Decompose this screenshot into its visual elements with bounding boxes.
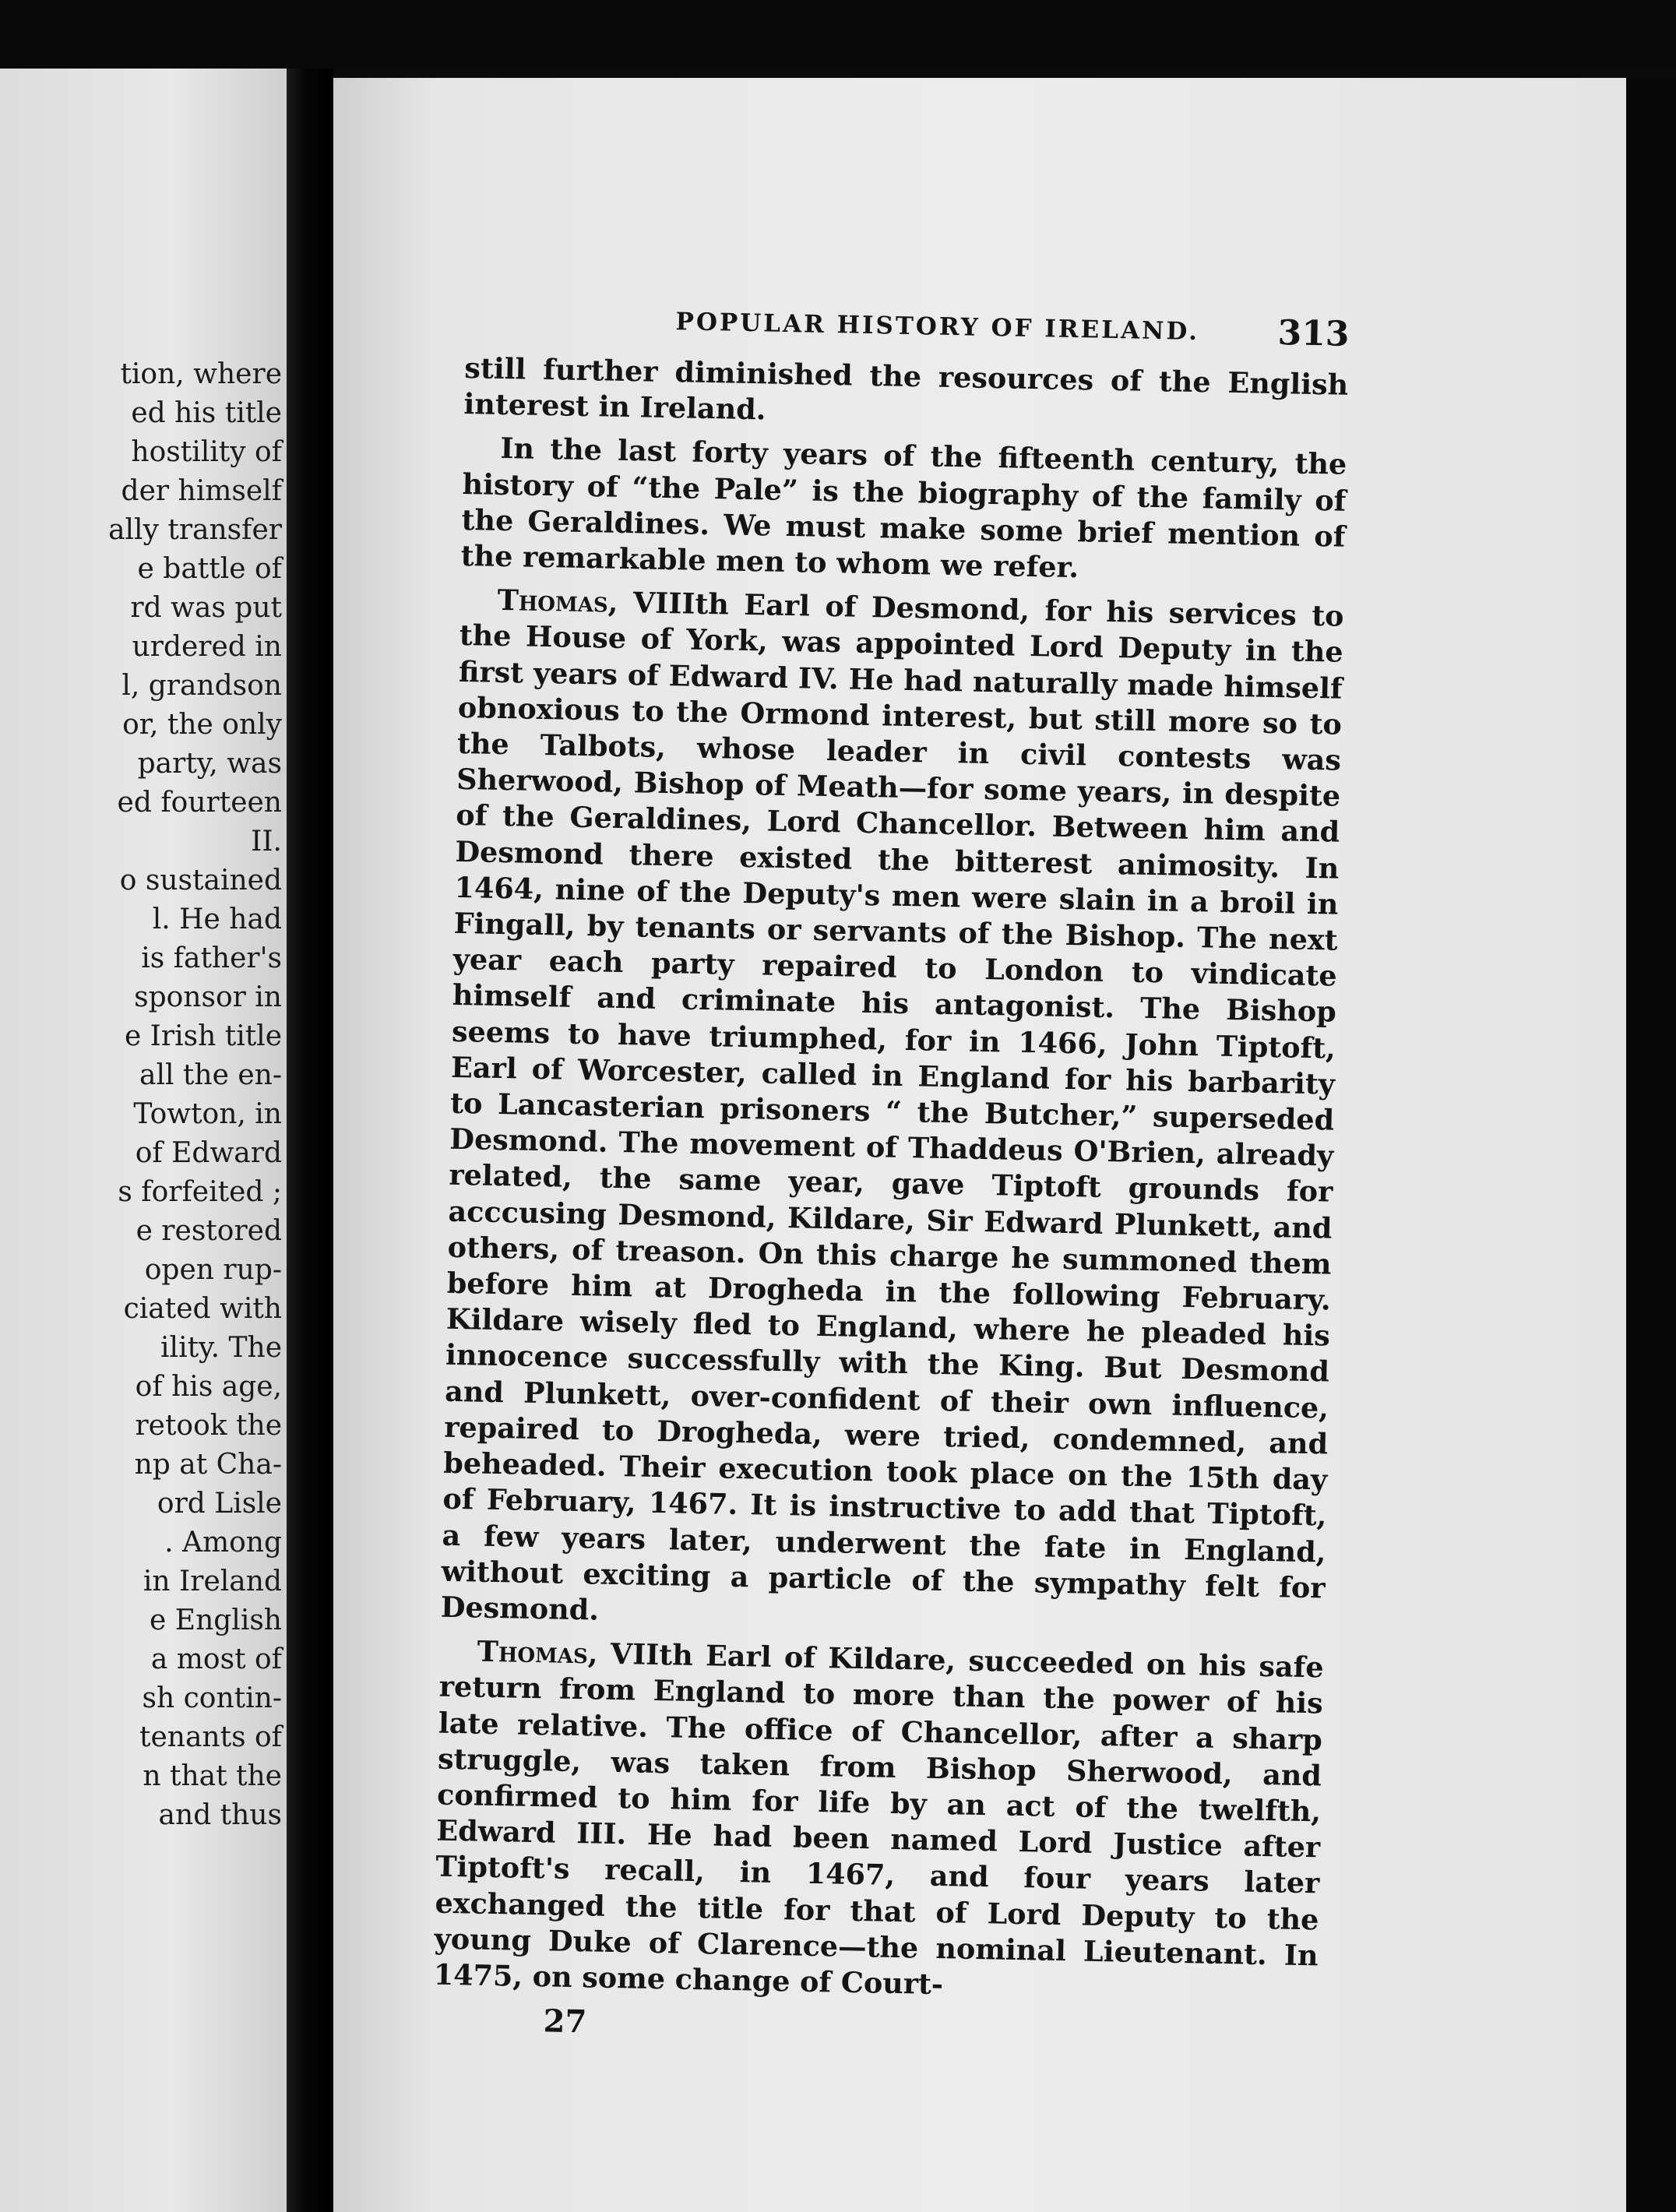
left-page-line: e restored [136, 1215, 282, 1247]
paragraph-4-text: VIIth Earl of Kildare, succeeded on his safe return from England to more than the power of his late relative. The office of Chancellor, after a sharp struggle, was taken from Bishop Sherwood, and confirmed to him for life by an act of the twelfth, Edward III. He had been named Lord Justice after Tiptoft's recall, in 1467, and four years later exchanged the title for that of Lord Deputy to the young Duke of Clarence—the nominal Lieutenant. In 1475, on some change of Court- [433, 1636, 1324, 2002]
running-title: POPULAR HISTORY OF IRELAND. [675, 308, 1200, 347]
left-page-line: retook the [135, 1410, 282, 1442]
left-page-line: a most of [150, 1643, 282, 1675]
scan-background-right [1626, 78, 1676, 2212]
left-page-line: o sustained [119, 865, 282, 896]
left-page-line: e battle of [137, 553, 282, 585]
page-content [432, 304, 1350, 2055]
paragraph-3 [440, 582, 1344, 1642]
left-page-line: party, was [137, 748, 282, 780]
left-page-line: . Among [164, 1527, 282, 1559]
paragraph-3-text: VIIIth Earl of Desmond, for his services to the House of York, was appointed Lord Deputy in the first years of Edward IV. He had naturally made himself obnoxious to the Ormond interest, but still more so to the Talbots, whose leader in civil contests was Sherwood, Bishop of Meath—for some years, in despite of the Geraldines, Lord Chancellor. Between him and Desmond there existed the bitterest animosity. In 1464, nine of the Deputy's men were slain in a broil in Fingall, by tenants or servants of the Bishop. The next year each party repaired to London to vindicate himself and criminate his antagonist. The Bishop seems to have triumphed, for in 1466, John Tiptoft, Earl of Worcester, called in England for his barbarity to Lancasterian prisoners “ the Butcher,” superseded Desmond. The movement of Thaddeus O'Brien, already related, the same year, gave Tiptoft grounds for acccusing Desmond, Kildare, Sir Edward Plunkett, and others, of treason. On this charge he summoned them before him at Drogheda in the following February. Kildare wisely fled to England, where he pleaded his innocence successfully with the King. But Desmond and Plunkett, over-confident of their own influence, repaired to Drogheda, were tried, condemned, and beheaded. Their execution took place on the 15th day of February, 1467. It is instructive to add that Tiptoft, a few years later, underwent the fate in England, without exciting a particle of the sympathy felt for Desmond. [440, 586, 1344, 1627]
left-page-line: rd was put [130, 592, 282, 624]
book-gutter [287, 69, 333, 2212]
left-page-line: tenants of [139, 1721, 282, 1753]
paragraph-2: In the last forty years of the fifteenth century, the history of “the Pale” is the biography of the family of the Geraldines. We must make some brief mention of the remarkable men to whom we refer. [460, 431, 1347, 585]
left-page-line: in Ireland [143, 1566, 282, 1597]
page-number: 313 [1277, 313, 1350, 354]
paragraph-4-lead: Thomas, [477, 1634, 598, 1671]
left-page-line: l. He had [152, 903, 282, 935]
left-page-line: der himself [121, 475, 282, 507]
paragraph-4 [433, 1633, 1324, 2010]
left-page-line: ciated with [123, 1293, 282, 1325]
left-page-line: hostility of [131, 436, 282, 468]
paragraph-1: still further diminished the resources of the English interest in Ireland. [463, 350, 1349, 427]
left-page-line: is father's [141, 942, 282, 974]
left-page-line: s forfeited ; [118, 1176, 282, 1208]
signature-mark: 27 [543, 2002, 587, 2041]
left-page-fragment [0, 69, 287, 2212]
left-page-line: tion, where [120, 358, 282, 390]
left-page-line: of Edward [135, 1137, 282, 1169]
left-page-line: ed his title [131, 397, 282, 429]
left-page-line: all the en- [139, 1059, 282, 1091]
scan-background-top [0, 0, 1676, 69]
left-page-line: or, the only [122, 709, 282, 741]
left-page-line: e Irish title [124, 1020, 282, 1052]
left-page-line: urdered in [132, 631, 282, 663]
left-page-line: n that the [143, 1760, 282, 1792]
paragraph-3-lead: Thomas, [497, 583, 618, 620]
left-page-line: II. [251, 826, 282, 858]
left-page-line: open rup- [144, 1254, 282, 1286]
left-page-line: np at Cha- [134, 1449, 282, 1481]
left-page-line: ility. The [160, 1332, 282, 1364]
left-page-line: l, grandson [121, 670, 282, 702]
left-page-line: sponsor in [134, 981, 282, 1013]
left-page-line: sh contin- [142, 1682, 282, 1714]
right-page [333, 78, 1626, 2212]
left-page-line: Towton, in [133, 1098, 282, 1130]
left-page-line: e English [150, 1604, 282, 1636]
left-page-line: ord Lisle [157, 1488, 282, 1520]
left-page-line: of his age, [135, 1371, 282, 1403]
left-page-line: and thus [158, 1799, 282, 1831]
left-page-line: ed fourteen [117, 787, 282, 819]
left-page-line: ally transfer [108, 514, 282, 546]
left-page-text [108, 355, 282, 1835]
